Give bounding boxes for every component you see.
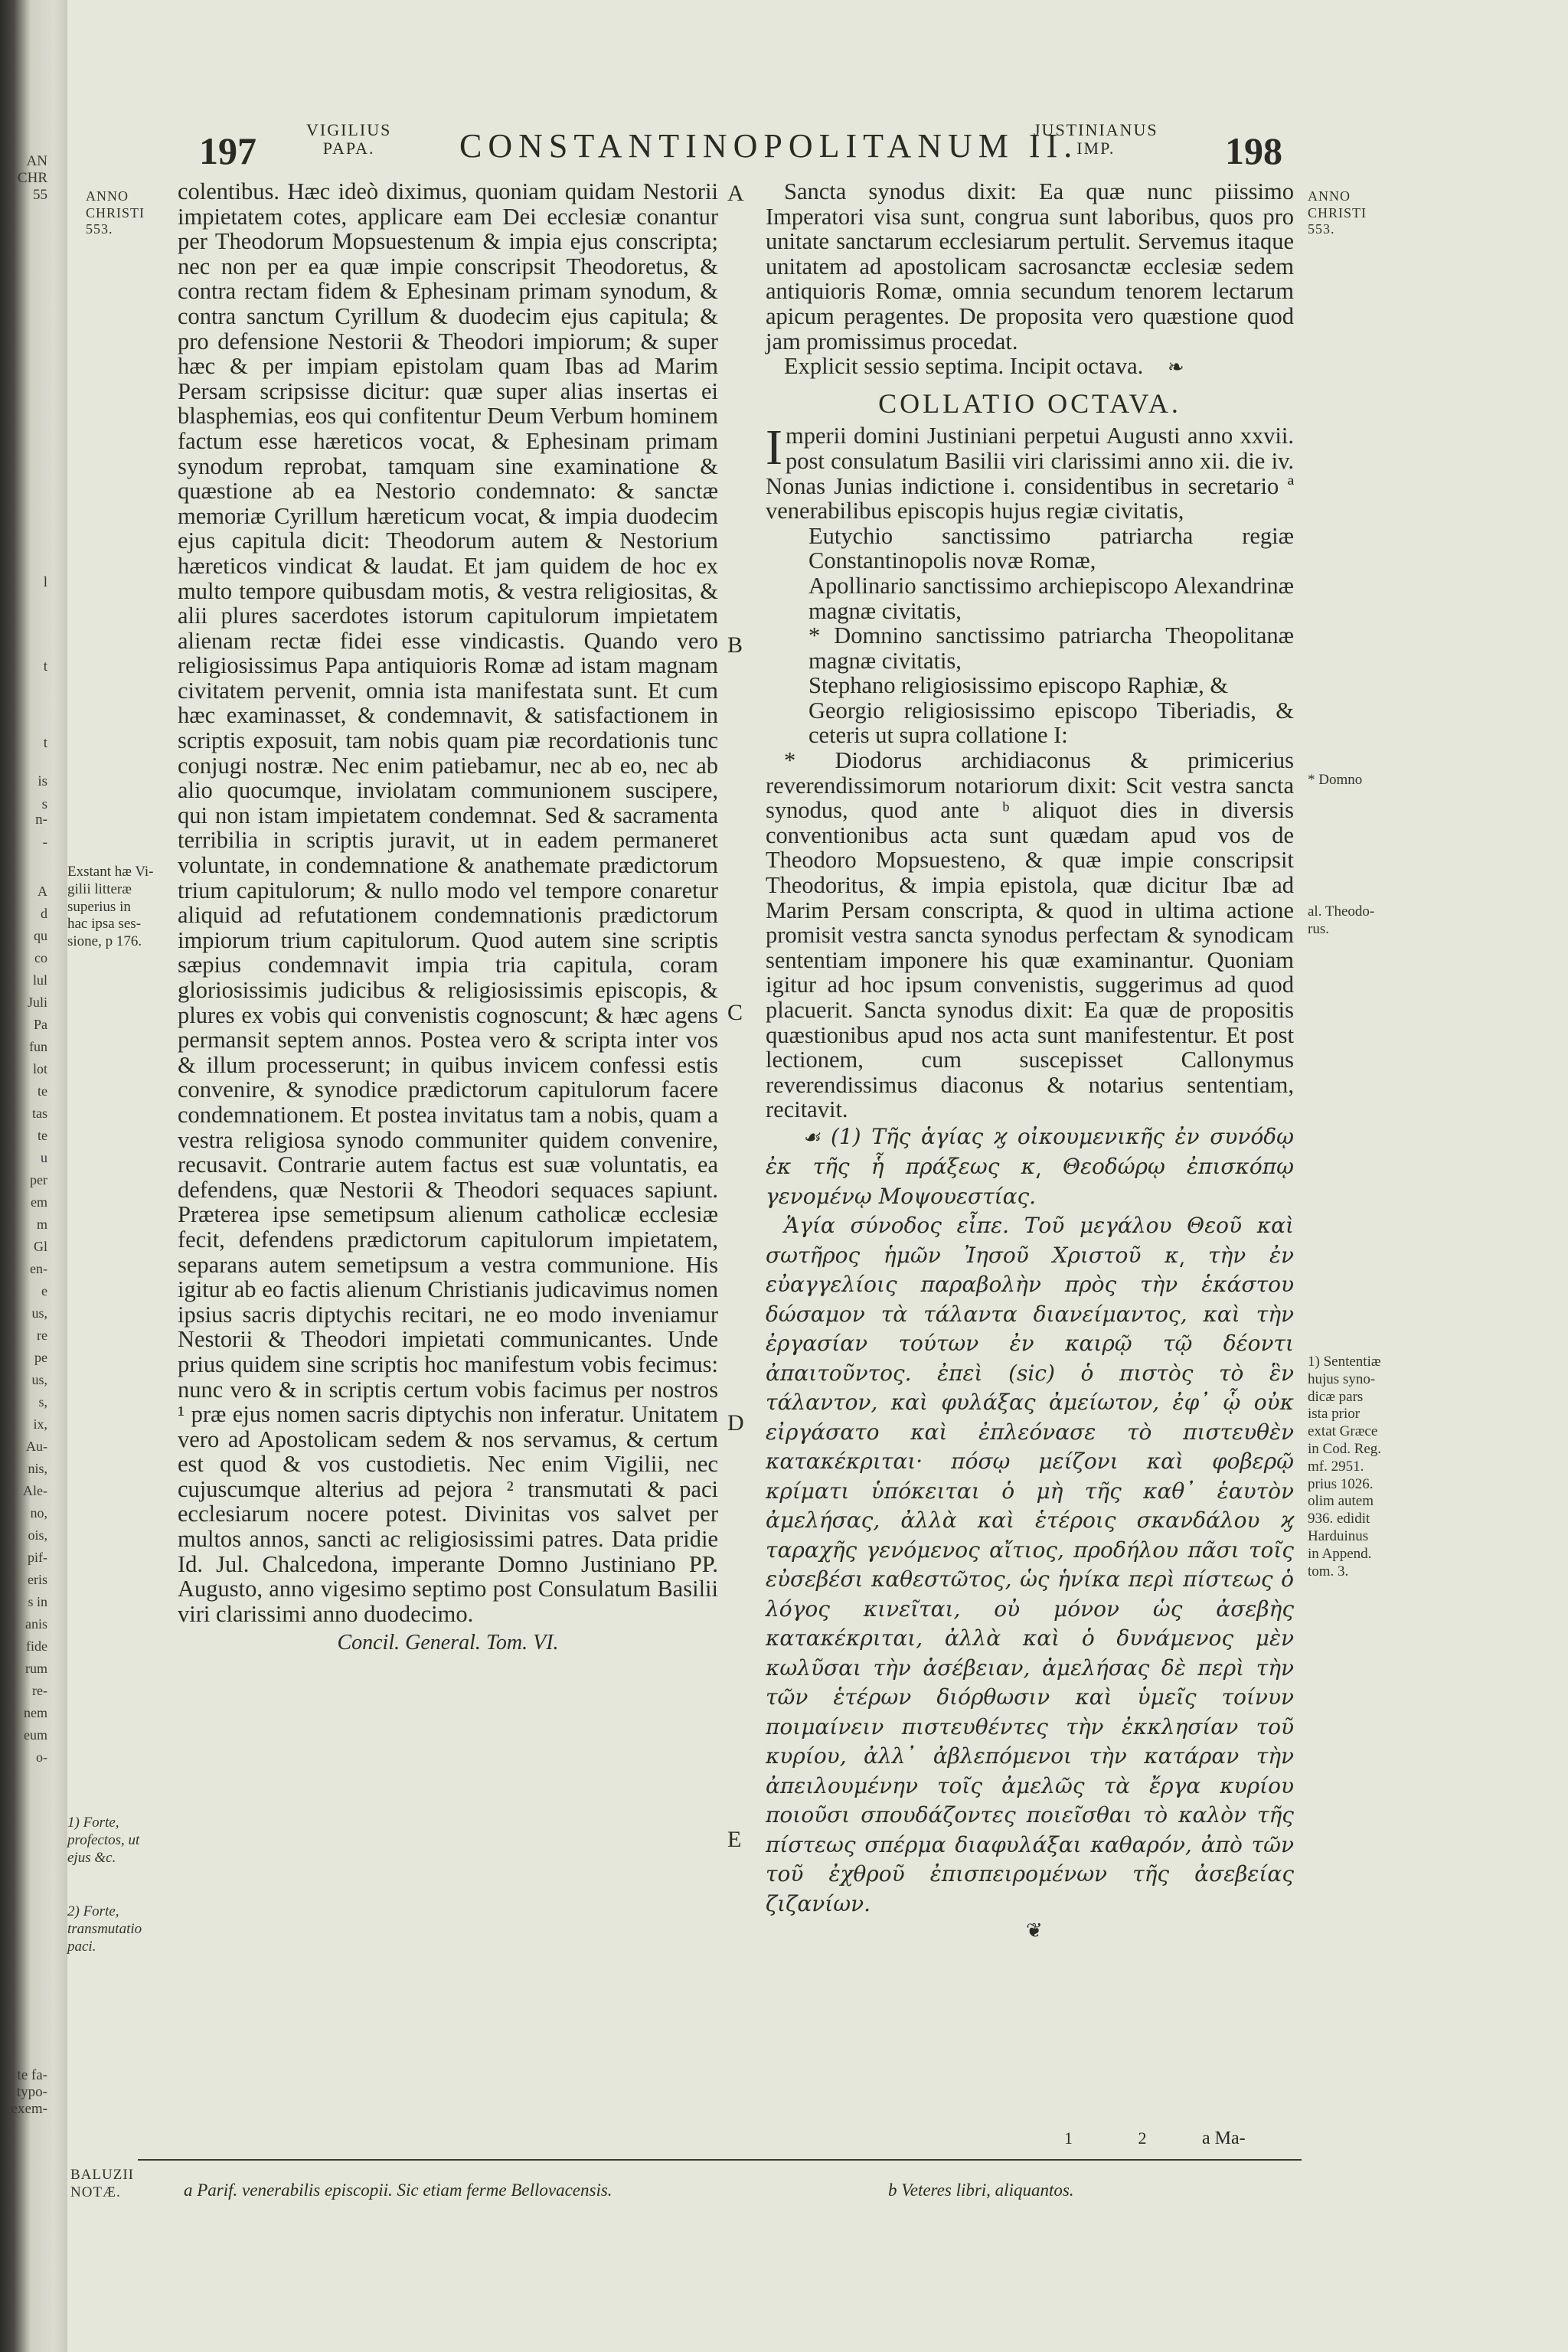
gutter-fragment: t (43, 735, 47, 751)
gutter-fragment: is (38, 773, 47, 789)
header-justinianus: JUSTINIANUS IMP. (1034, 120, 1158, 158)
gutter-fragment: t (43, 658, 47, 675)
section-marker-d: D (727, 1410, 744, 1436)
right-column (766, 179, 1294, 1946)
note-sententiae: 1) Sententiæ hujus syno- dicæ pars ista prior extat Græce in Cod. Reg. mf. 2951. prius 1026. olim autem 936. edidit Harduinus in Append. tom. 3. (1308, 1354, 1382, 1579)
concil-general-signature: Concil. General. Tom. VI. (337, 1631, 559, 1655)
gutter-fragment: - (42, 835, 47, 851)
imperii-paragraph: mperii domini Justiniani perpetui Augusti anno xxvii. post consulatum Basilii viri clarissimi anno xii. die iv. Nonas Junias indictione i. considentibus in secretario ª venerabilibus episcopis hujus regiæ civitatis, (766, 423, 1294, 524)
header-vigilius: VIGILIUS PAPA. (306, 120, 392, 158)
attendee-5: Georgio religiosissimo episcopo Tiberiadis, & ceteris ut supra collatione I: (808, 697, 1294, 749)
section-marker-b: B (727, 632, 743, 658)
fleuron-icon: ❧ (1167, 356, 1184, 379)
attendee-1: Eutychio sanctissimo patriarcha regiæ Constantinopolis novæ Romæ, (808, 522, 1294, 574)
gutter-fragment: s (41, 796, 47, 812)
gutter-fragment: te fa- typo- exem- (11, 2067, 47, 2117)
section-marker-c: C (727, 1000, 743, 1025)
section-marker-a: A (727, 181, 744, 206)
explicit-line: Explicit sessio septima. Incipit octava. (784, 353, 1144, 380)
attendee-4: Stephano religiosissimo episcopo Raphiæ, & (808, 672, 1229, 699)
diodorus-paragraph: * Diodorus archidiaconus & primicerius reverendissimorum notariorum dixit: Scit vestra sancta synodus, quod ante ᵇ aliquot dies in diversis conventionibus acta sunt quædam apud vos de Theodoro Mopsuesteno, & quæ impie conscripsit Theodoritus, & impia epistola, quæ dicitur Ibæ ad Marim Persam conscripta, & quod in ultima actione promisit vestra sancta synodus perfectam & synodicam sententiam imponere his quæ examinantur. Quoniam igitur ad hoc ipsum convenistis, suggerimus ad quod placuerit. Sancta synodus dixit: Ea quæ de propositis quæstionibus apud nos acta sunt manifestentur. Et post lectionem, cum suscepisset Callonymus reverendissimus diaconus & notarius sententiam, recitavit. (766, 747, 1294, 1123)
greek-title: (1) Τῆς ἁγίας ϗ οἰκουμενικῆς ἐν συνόδῳ ἐκ τῆς ἧ πράξεως κ͵ Θεοδώρῳ ἐπισκόπῳ γενομένῳ Μοψουεστίας. (766, 1123, 1294, 1209)
note-forte-2: 2) Forte, transmutatio paci. (67, 1903, 142, 1955)
note-exstant: Exstant hæ Vi- gilii litteræ superius in hac ipsa ses- sione, p 176. (67, 864, 154, 950)
page-number-right: 198 (1225, 129, 1282, 172)
attendee-3: * Domnino sanctissimo patriarcha Theopolitanæ magnæ civitatis, (808, 622, 1294, 674)
anno-christi-left: ANNO CHRISTI 553. (86, 188, 145, 237)
page-number-left: 197 (199, 129, 256, 172)
baluzii-notae: BALUZII NOTÆ. (70, 2167, 134, 2200)
note-theodorus: al. Theodo- rus. (1308, 903, 1375, 937)
gutter-fragment: A d qu co lul Juli Pa fun lot te tas te u per em m Gl en- e us, re pe us, s, ix, Au- nis, Ale- no, ois, pif- eris s in anis fide rum re- nem eum o- (23, 884, 47, 1765)
greek-footer-numbers: 1 2 (1064, 2128, 1178, 2148)
drop-cap: I (766, 420, 782, 476)
attendee-2: Apollinario sanctissimo archiepiscopo Alexandrinæ magnæ civitatis, (808, 572, 1294, 624)
note-domno: * Domno (1308, 772, 1363, 788)
footnote-a: a Parif. venerabilis episcopii. Sic etiam ferme Bellovacensis. (184, 2180, 612, 2200)
collatio-heading: COLLATIO OCTAVA. (878, 387, 1181, 419)
fleuron-icon: ☙ (802, 1125, 821, 1149)
gutter-fragment: n- (35, 812, 47, 828)
gutter-fragment: AN CHR 55 (17, 153, 47, 203)
section-marker-e: E (727, 1827, 742, 1852)
note-forte-1: 1) Forte, profectos, ut ejus &c. (67, 1815, 140, 1866)
gutter-fragment: l (43, 574, 47, 590)
footnote-rule (138, 2159, 1302, 2161)
left-column-text: colentibus. Hæc ideò diximus, quoniam quidam Nestorii impietatem cotes, applicare eam Dei ecclesiæ conantur per Theodorum Mopsuestenum & impia ejus conscripta; nec non per ea quæ impie conscripsit Theodoretus, & contra rectam fidem & Ephesinam primam synodum, & contra sanctum Cyrillum & duodecim ejus capitula; & pro defensione Nestorii & Theodori impiorum; & super hæc & per impiam epistolam quam Ibas ad Marim Persam scripsisse dicitur: quæ super alias insertas ei blasphemias, eos qui confitentur Deum Verbum hominem factum esse hæreticos vocat, & Ephesinam primam synodum reprobat, tamquam sine examinatione & quæstione ab ea Nestorio condemnato: & sanctæ memoriæ Cyrillum hæreticum vocat, & impia duodecim ejus capitula dicit: Theodorum autem & Nestorium hæreticos vindicat & laudat. Et jam quidem de hoc ex multo tempore quibusdam motis, & vestra religiositas, & alii plures sacerdotes istorum capitulorum impietatem alienam rectæ fidei esse vindicastis. Quando vero religiosissimus Papa antiquioris Romæ ad istam magnam civitatem pervenit, omnia ista manifestata sunt. Et cum hæc examinasset, & condemnavit, & satisfactionem in scriptis exposuit, tam nobis quam piæ recordationis tunc conjugi nostræ. Nec enim patiebamur, nec ab eo, nec ab alio quocumque, inviolatam communionem suscipere, qui non istam impietatem condemnat. Sed & sacramenta terribilia in scriptis juravit, ut in eadem permaneret voluntate, in condemnatione & anathemate prædictorum trium capitulorum; & nullo modo vel tempore conaretur aliquid ad refutationem condemnationis prædictorum impiorum trium capitulorum. Quod autem sine scriptis sæpius condemnavit impia tria capitula, coram gloriosissimis judicibus & religiosissimis episcopis, & plures ex vobis qui convenistis cognoscunt; & hæc agens permansit septem annos. Postea vero & scripta inter vos & illum processerunt; in quibus invicem confessi estis convenire, & synodice prædictorum capitulorum facere condemnationem. Et postea invitatus tam a nobis, quam a vestra religiosa synodo communiter quidem convenire, recusavit. Contrarie autem factus est suæ voluntatis, ea defendens, quæ Nestorii & Theodori sequaces sapiunt. Præterea ipse semetipsum alienum catholicæ ecclesiæ fecit, defendens prædictorum capitulorum impietatem, separans autem semetipsum a vestra communione. His igitur ab eo factis alienum Christianis judicavimus nomen ipsius sacris diptychis recitari, ne eo modo inveniamur Nestorii & Theodori impietati communicantes. Unde prius quidem sine scriptis hoc manifestum vobis fecimus: nunc vero & in scriptis certum vobis facimus per nostros ¹ præ ejus nomen sacris diptychis non inferatur. Unitatem vero ad Apostolicam sedem & nos servamus, & certum est quod & vos custodietis. Nec enim Vigilii, nec cujuscumque alterius ad pejora ² transmutati & paci ecclesiarum nocere potest. Divinitas vos salvet per multos annos, sancti ac religiosissimi patres. Data pridie Id. Jul. Chalcedona, imperante Domno Justiniano PP. Augusto, anno vigesimo septimo post Consulatum Basilii viri clarissimi anno duodecimo. (178, 178, 718, 1627)
footnote-b: b Veteres libri, aliquantos. (888, 2180, 1074, 2200)
greek-body: Ἁγία σύνοδος εἶπε. Τοῦ μεγάλου Θεοῦ καὶ σωτῆρος ἡμῶν Ἰησοῦ Χριστοῦ κ͵ τὴν ἐν εὐαγγελίοις παραβολὴν πρὸς τὴν ἑκάστου δώσαμον τὰ τάλαντα διανείμαντος, καὶ τὴν ἐργασίαν τούτων ἐν καιρῷ τῷ δέοντι ἀπαιτοῦντος. ἐπεὶ (sic) ὁ πιστὸς τὸ ἓν τάλαντον, καὶ φυλάξας ἀμείωτον, ἐφ᾽ ᾧ οὐκ εἰργάσατο καὶ ἐπλεόνασε τὸ πιστευθὲν κατακέκριται· πόσῳ μείζονι καὶ φοβερῷ κρίματι ὑπόκειται ὁ μὴ τῆς καθ᾽ ἑαυτὸν ἀμελήσας, ἀλλὰ καὶ ἑτέροις σκανδάλου ϗ ταραχῆς γενόμενος αἴτιος, προδήλου πᾶσι τοῖς εὐσεβέσι καθεστῶτος, ὡς ἡνίκα περὶ πίστεως ὁ λόγος κινεῖται, οὐ μόνον ὡς ἀσεβὴς κατακέκριται, ἀλλὰ καὶ ὁ δυνάμενος μὲν κωλῦσαι τὴν ἀσέβειαν, ἀμελήσας δὲ περὶ τὴν τῶν ἑτέρων διόρθωσιν καὶ ὑμεῖς τοίνυν ποιμαίνειν πιστευθέντες τὴν ἐκκλησίαν τοῦ κυρίου, ἀλλ᾽ ἀβλεπόμενοι τὴν κατάραν τὴν ἀπειλουμένην τοῖς ἀμελῶς τὰ ἔργα κυρίου ποιοῦσι σπουδάζοντες ποιεῖσθαι τὸ καλὸν τῆς πίστεως σπέρμα διαφυλάξαι καθαρόν, ἀπὸ τῶν τοῦ ἐχθροῦ ἐπισπειρομένων τῆς ἀσεβείας ζιζανίων. (766, 1213, 1294, 1916)
catchword: a Ma- (1202, 2128, 1246, 2148)
header-title: CONSTANTINOPOLITANUM II. (459, 127, 1079, 165)
running-header (138, 115, 1568, 172)
right-column-intro: Sancta synodus dixit: Ea quæ nunc piissimo Imperatori visa sunt, congrua sunt laboribus, quos pro unitate sanctarum ecclesiarum pertulit. Servemus itaque unitatem ad apostolicam sacrosanctæ ecclesiæ sedem antiquioris Romæ, omnia secundum tenorem lectarum apicum peragentes. De proposita vero quæstione quod jam promissimus procedat. (766, 178, 1294, 354)
left-column (178, 179, 718, 1656)
anno-christi-right: ANNO CHRISTI 553. (1308, 188, 1367, 237)
fleuron-icon: ❦ (1026, 1919, 1043, 1942)
